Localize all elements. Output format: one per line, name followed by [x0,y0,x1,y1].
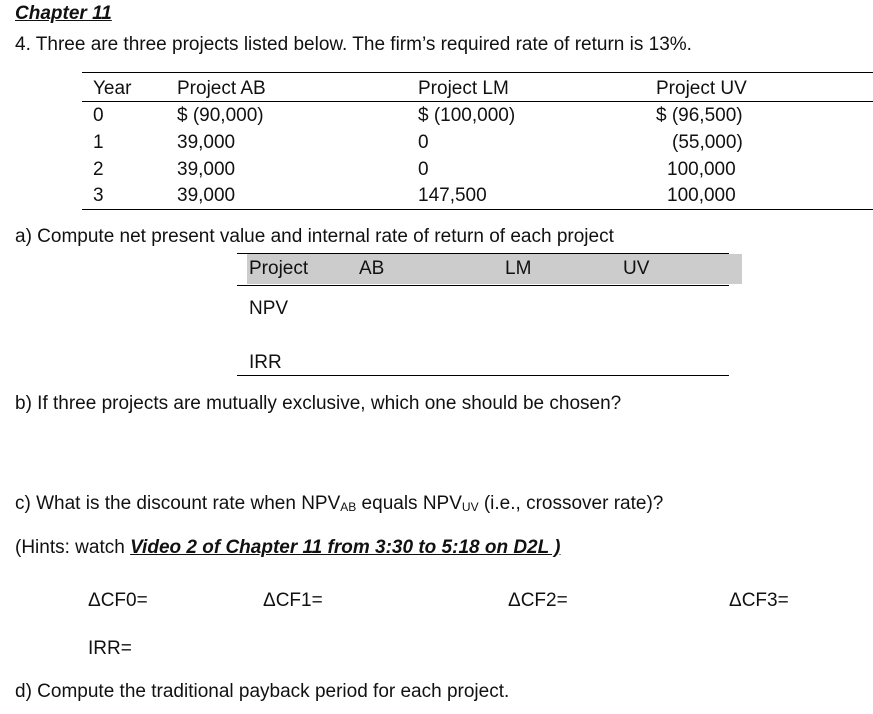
npv-table-header-shade [247,254,742,284]
part-c-pre: c) What is the discount rate when NPV [15,493,341,514]
header-year: Year [93,78,132,99]
part-b-text: b) If three projects are mutually exclusive, which one should be chosen? [15,393,622,414]
table-header-rule [82,101,873,102]
ab-cell: 39,000 [177,132,236,153]
uv-cell: $ (96,500) [656,105,743,126]
delta-cf0-label: ΔCF0= [88,590,148,611]
irr-row-label: IRR [249,352,282,373]
part-c-text [15,492,663,519]
npv-row-label: NPV [249,298,289,319]
header-project: Project [249,258,309,279]
npv-sub-ab: AB [340,500,357,514]
header-lm: LM [505,258,532,279]
question-text: 4. Three are three projects listed below. The firm’s required rate of return is 13%. [15,34,692,55]
chapter-title: Chapter 11 [15,3,112,24]
ab-cell: 39,000 [177,185,236,206]
uv-cell: (55,000) [672,132,743,153]
year-cell: 0 [93,105,104,126]
lm-cell: 147,500 [418,185,487,206]
npv-sub-uv: UV [461,500,479,514]
hint-text [15,536,561,560]
header-uv: UV [623,258,650,279]
irr-label: IRR= [88,638,132,659]
part-c-post: (i.e., crossover rate)? [478,493,664,514]
delta-cf1-label: ΔCF1= [263,590,323,611]
header-project-uv: Project UV [656,78,747,99]
header-ab: AB [359,258,385,279]
header-project-ab: Project AB [177,78,266,99]
part-d-text: d) Compute the traditional payback period for each project. [15,681,510,702]
video-link[interactable]: Video 2 of Chapter 11 from 3:30 to 5:18 on D2L ) [130,537,561,558]
npv-table-bottom-rule [237,375,729,376]
part-a-text: a) Compute net present value and internal rate of return of each project [15,226,614,247]
lm-cell: 0 [418,132,429,153]
uv-cell: 100,000 [667,185,736,206]
header-project-lm: Project LM [418,78,509,99]
year-cell: 1 [93,132,104,153]
lm-cell: $ (100,000) [418,105,516,126]
lm-cell: 0 [418,159,429,180]
ab-cell: $ (90,000) [177,105,264,126]
year-cell: 2 [93,159,104,180]
table-top-rule [82,72,873,73]
part-c-mid: equals NPV [356,493,462,514]
delta-cf3-label: ΔCF3= [729,590,789,611]
hint-prefix: (Hints: watch [15,537,131,558]
npv-table-header-rule [237,285,729,286]
ab-cell: 39,000 [177,159,236,180]
uv-cell: 100,000 [667,159,736,180]
year-cell: 3 [93,185,104,206]
table-bottom-rule [82,209,873,210]
delta-cf2-label: ΔCF2= [508,590,568,611]
